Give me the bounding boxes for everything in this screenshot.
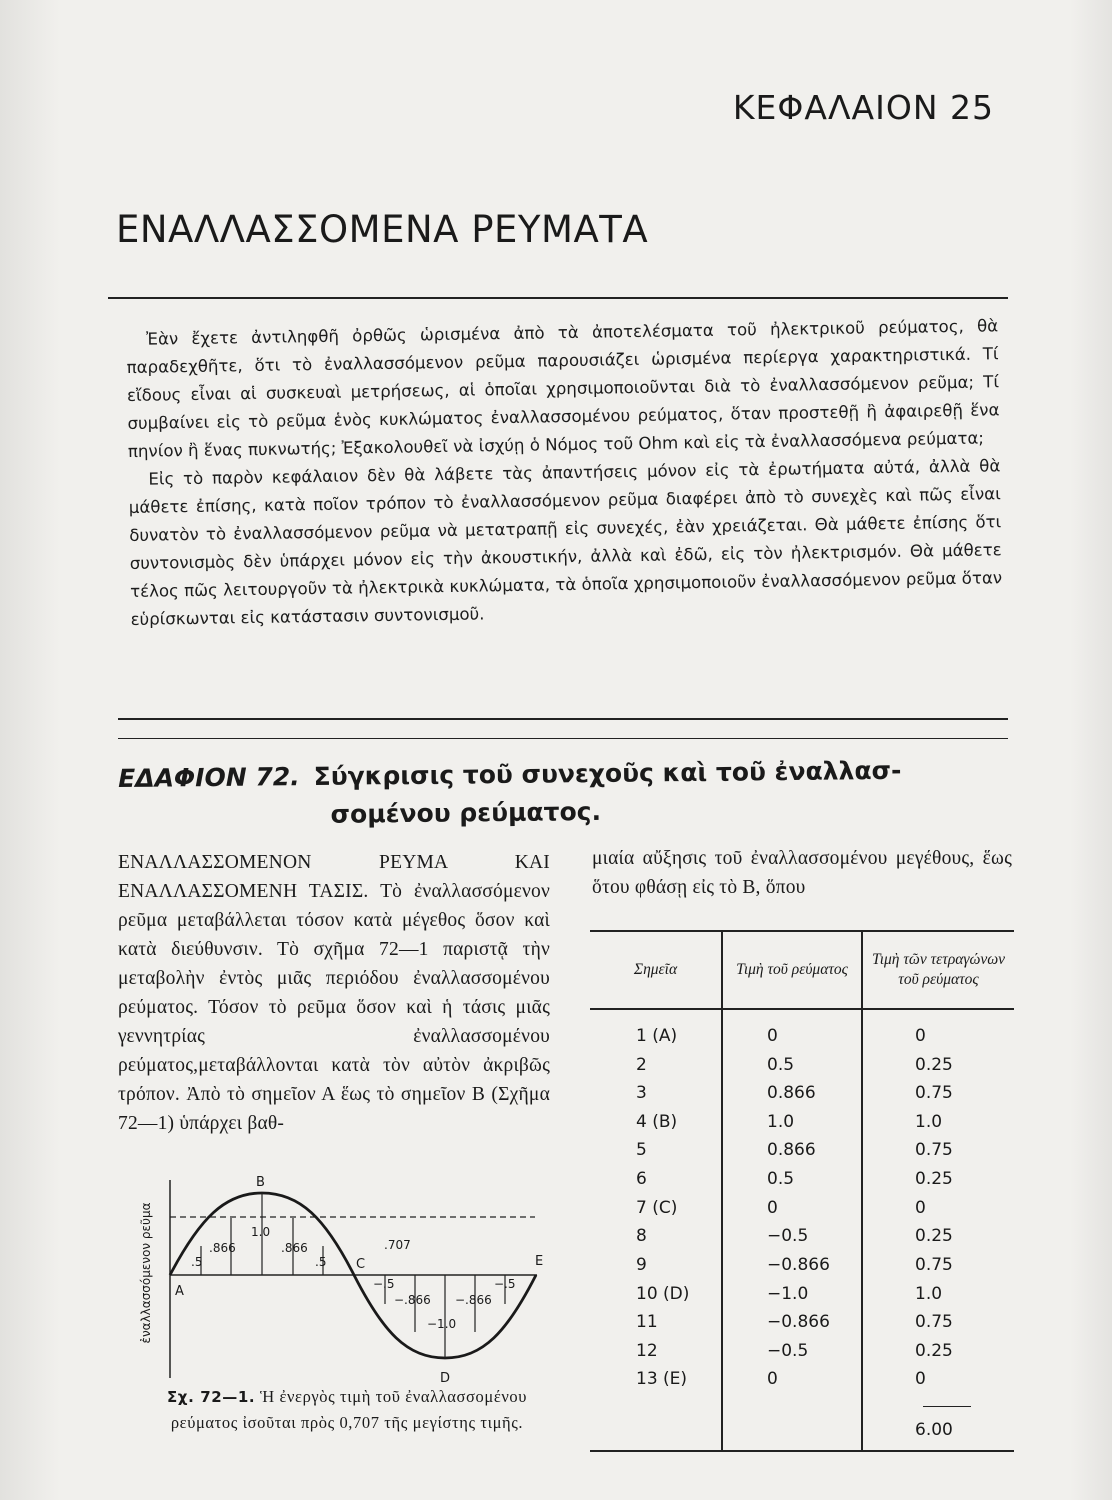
table-row [590,1022,1014,1051]
table-row [590,1336,1014,1365]
table-cell-current: 0.5 [722,1050,862,1079]
table-cell-current: 0.866 [722,1079,862,1108]
table-header-points: Σημεῖα [590,931,722,1009]
value-label-neg-0.866b: −.866 [455,1293,492,1307]
intro-bottom-rule [118,718,1008,720]
section-title-line-2: σομένου ρεύματος. [330,796,602,829]
table-cell-current: 1.0 [722,1108,862,1137]
value-label-0.866a: .866 [209,1241,236,1255]
table-cell-current: 0 [722,1365,862,1394]
figure-axis-label: ἐναλλασσόμενον ρεῦμα [139,1202,153,1344]
table-total-row [590,1394,1014,1451]
table-header-current: Τιμὴ τοῦ ρεύματος [722,931,862,1009]
table-cell-point: 12 [590,1336,722,1365]
label-point-b: B [256,1175,265,1190]
values-table [590,930,1014,1452]
table-body [590,1009,1014,1451]
table-cell-current: 0.866 [722,1136,862,1165]
value-label-0.5a: .5 [191,1255,203,1269]
table-header-squares: Τιμὴ τῶν τετραγώνων τοῦ ρεύματος [862,931,1014,1009]
table-cell-square: 0.25 [915,1169,953,1190]
table-row [590,1279,1014,1308]
table-cell-point: 9 [590,1251,722,1280]
table-cell-point: 1 (A) [590,1022,722,1051]
table-cell-point: 4 (B) [590,1108,722,1137]
sum-rule [923,1406,971,1407]
table-cell-current: 0 [722,1022,862,1051]
label-point-e: E [535,1254,544,1269]
table-cell-square: 0.25 [915,1226,953,1247]
value-label-1.0: 1.0 [251,1225,271,1239]
table-cell-current: 0 [722,1193,862,1222]
table-cell-square: 1.0 [915,1111,943,1132]
table-cell-current: −0.5 [722,1222,862,1251]
chapter-number: ΚΕΦΑΛΑΙΟΝ 25 [732,88,994,127]
section-title-line-1: Σύγκρισις τοῦ συνεχοῦς καὶ τοῦ ἐναλλασ- [313,755,902,791]
table-row [590,1365,1014,1394]
chapter-introduction [126,312,1003,634]
table-cell-point: 8 [590,1222,722,1251]
table-cell-square: 0.75 [915,1140,953,1161]
table-header-row [590,931,1014,1009]
body-text-left: ΕΝΑΛΛΑΣΣΟΜΕΝΟΝ ΡΕΥΜΑ ΚΑΙ ΕΝΑΛΛΑΣΣΟΜΕΝΗ ΤΑΣΙΣ. Τὸ ἐναλλασσόμενον ρεῦμα μεταβάλλεται τόσον κατὰ μέγεθος ὅσον καὶ κατὰ διεύθυνσιν. Τὸ σχῆμα 72—1 παριστᾷ τὴν μεταβολὴν ἐντὸς μιᾶς περιόδου ἐναλλασσομένου ρεύματος. Τόσον τὸ ρεῦμα ὅσον καὶ ἡ τάσις μιᾶς γεννητρίας ἐναλλασσομένου ρεύματος,μεταβάλλονται κατὰ τὸν αὐτὸν ἀκριβῶς τρόπον. Ἀπὸ τὸ σημεῖον Α ἕως τὸ σημεῖον Β (Σχῆμα 72—1) ὑπάρχει βαθ- [118,852,550,1134]
table-cell-square: 0.25 [915,1054,953,1075]
value-label-0.866b: .866 [281,1241,308,1255]
table-cell-square: 1.0 [915,1283,943,1304]
table-cell-square: 0.75 [915,1083,953,1104]
table-cell-current: −0.866 [722,1308,862,1337]
table-row [590,1108,1014,1137]
figure-caption-text: Ἡ ἐνεργὸς τιμὴ τοῦ ἐναλλασσομένου ρεύματος ἰσοῦται πρὸς 0,707 τῆς μεγίστης τιμῆς. [170,1387,528,1432]
value-label-neg-1.0: −1.0 [427,1317,457,1331]
intro-paragraph-2: Εἰς τὸ παρὸν κεφάλαιον δὲν θὰ λάβετε τὰς ἀπαντήσεις μόνον εἰς τὰ ἐρωτήματα αὐτά, ἀλλὰ θὰ μάθετε ἐπίσης, κατὰ ποῖον τρόπον τὸ ἐναλλασσόμενον ρεῦμα διαφέρει ἀπὸ τὸ συνεχὲς καὶ πῶς εἶναι δυνατὸν τὸ ἐναλλασσόμενον ρεῦμα νὰ μετατραπῇ εἰς συνεχές, ἐὰν χρειάζεται. Θὰ μάθετε ἐπίσης ὅτι συντονισμὸς δὲν ὑπάρχει μόνον εἰς τὴν ἀκουστικήν, ἀλλὰ καὶ ἐδῶ, εἰς τὸν ἠλεκτρισμόν. Θὰ μάθετε τέλος πῶς λειτουργοῦν τὰ ἠλεκτρικὰ κυκλώματα, τὰ ὁποῖα χρησιμοποιοῦν ἐναλλασσόμενον ρεῦμα ὅταν εὑρίσκωνται εἰς κατάστασιν συντονισμοῦ. [128,456,1003,629]
table-cell-point: 3 [590,1079,722,1108]
section-number: ΕΔΑΦΙΟΝ 72. [118,762,300,793]
table-row [590,1222,1014,1251]
top-rule [108,297,1008,299]
table-cell-current: −1.0 [722,1279,862,1308]
table-cell-square: 0 [915,1026,926,1047]
table-row [590,1251,1014,1280]
section-top-rule [118,738,1008,739]
table-row [590,1079,1014,1108]
table-row [590,1050,1014,1079]
table-cell-current: 0.5 [722,1165,862,1194]
label-point-d: D [440,1371,451,1386]
table-cell-current: −0.866 [722,1251,862,1280]
table-cell-square: 0.75 [915,1312,953,1333]
value-label-neg-0.5a: −.5 [373,1277,395,1291]
table-total: 6.00 [915,1420,953,1440]
body-text-right: μιαία αὔξησις τοῦ ἐναλλασσομένου μεγέθους, ἕως ὅτου φθάσῃ εἰς τὸ Β, ὅπου [592,848,1012,898]
table-cell-square: 0 [915,1197,926,1218]
intro-paragraph-1: Ἐὰν ἔχετε ἀντιληφθῆ ὀρθῶς ὡρισμένα ἀπὸ τὰ ἀποτελέσματα τοῦ ἠλεκτρικοῦ ρεύματος, θὰ παραδεχθῆτε, ὅτι τὸ ἐναλλασσόμενον ρεῦμα παρουσιάζει ὡρισμένα περίεργα χαρακτηριστικά. Τί εἴδους εἶναι αἱ συσκευαὶ μετρήσεως, αἱ ὁποῖαι χρησιμοποιοῦνται διὰ τὸ ἐναλλασσόμενον ρεῦμα; Τί συμβαίνει εἰς τὸ ρεῦμα ἑνὸς κυκλώματος ἐναλλασσομένου ρεύματος, ὅταν προστεθῇ ἢ ἀφαιρεθῇ ἕνα πηνίον ἢ ἕνας πυκνωτής; Ἐξακολουθεῖ νὰ ἰσχύῃ ὁ Νόμος τοῦ Ohm καὶ εἰς τὰ ἐναλλασσόμενα ρεύματα; [126,316,1000,461]
value-label-neg-0.866a: −.866 [394,1293,431,1307]
table-cell-point: 7 (C) [590,1193,722,1222]
table-cell-point: 10 (D) [590,1279,722,1308]
sine-wave-figure [135,1168,565,1388]
table-row [590,1165,1014,1194]
table-cell-square: 0.75 [915,1254,953,1275]
value-label-neg-0.5b: −.5 [494,1277,516,1291]
label-point-a: A [175,1284,184,1299]
label-point-c: C [356,1257,366,1272]
table-cell-point: 2 [590,1050,722,1079]
table-cell-current: −0.5 [722,1336,862,1365]
value-label-0.5b: .5 [315,1255,327,1269]
table-cell-point: 6 [590,1165,722,1194]
section-heading [118,751,1019,836]
figure-caption [134,1384,560,1436]
table-cell-point: 5 [590,1136,722,1165]
table-cell-square: 0.25 [915,1340,953,1361]
figure-caption-label: Σχ. 72—1. [166,1388,256,1406]
table-row [590,1136,1014,1165]
table-row [590,1308,1014,1337]
value-label-0.707: .707 [384,1238,411,1252]
table-cell-point: 11 [590,1308,722,1337]
table-cell-point: 13 (E) [590,1365,722,1394]
table-spacer-row [590,1009,1014,1022]
table-cell-square: 0 [915,1369,926,1390]
table-row [590,1193,1014,1222]
chapter-title: ΕΝΑΛΛΑΣΣΟΜΕΝΑ ΡΕΥΜΑΤΑ [116,208,649,251]
